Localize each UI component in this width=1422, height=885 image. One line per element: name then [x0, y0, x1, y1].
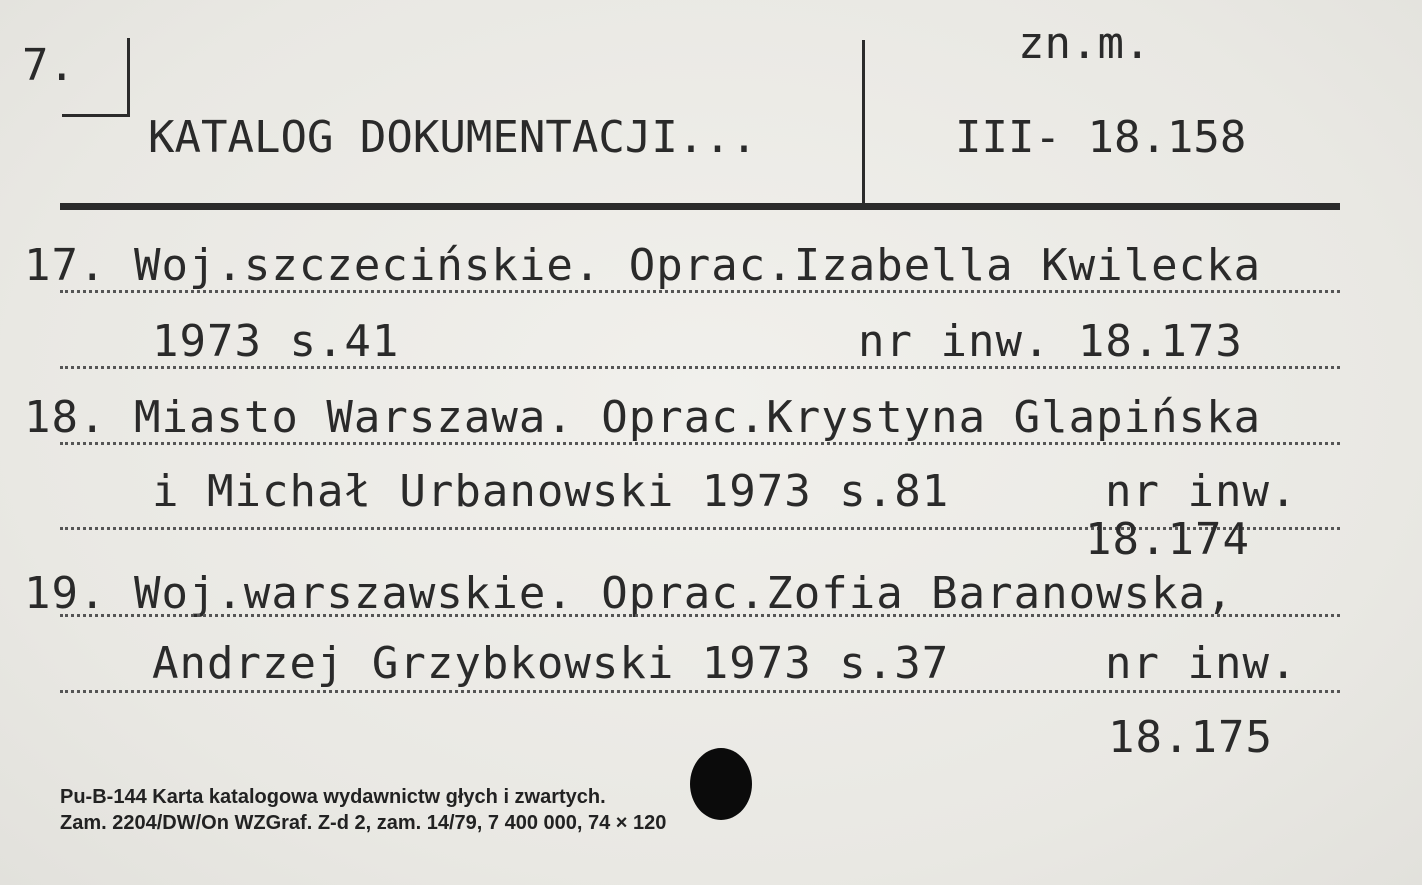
entry-17-inventory: nr inw. 18.173 [858, 316, 1243, 367]
dotted-rule [60, 290, 1340, 293]
footer-line1: Pu-B-144 Karta katalogowa wydawnictw głych i zwartych. [60, 786, 606, 808]
header-rule [60, 203, 1340, 210]
dotted-rule [60, 442, 1340, 445]
entry-18-line2: i Michał Urbanowski 1973 s.81 [152, 466, 950, 517]
sign-label: zn.m. [1018, 18, 1151, 69]
corner-mark-horizontal [62, 114, 130, 117]
entry-19-line1: 19. Woj.warszawskie. Oprac.Zofia Baranowska, [24, 568, 1234, 619]
entry-17-line2: 1973 s.41 [152, 316, 400, 367]
entry-17-line1: 17. Woj.szczecińskie. Oprac.Izabella Kwilecka [24, 240, 1262, 291]
catalog-title: KATALOG DOKUMENTACJI... [148, 112, 758, 163]
header-divider [862, 40, 865, 205]
entry-18-line1: 18. Miasto Warszawa. Oprac.Krystyna Glapińska [24, 392, 1262, 443]
entry-18-inventory-number: 18.174 [1085, 514, 1250, 565]
footer-line2: Zam. 2204/DW/On WZGraf. Z-d 2, zam. 14/79, 7 400 000, 74 × 120 [60, 812, 667, 834]
entry-19-inventory: nr inw. [1105, 638, 1298, 689]
dotted-rule [60, 614, 1340, 617]
entry-18-inventory: nr inw. [1105, 466, 1298, 517]
dotted-rule [60, 366, 1340, 369]
dotted-rule [60, 690, 1340, 693]
corner-mark-vertical [127, 38, 130, 116]
shelf-signature: III- 18.158 [955, 112, 1247, 163]
entry-19-line2: Andrzej Grzybkowski 1973 s.37 [152, 638, 950, 689]
punch-hole [690, 748, 752, 820]
entry-19-inventory-number: 18.175 [1108, 712, 1273, 763]
drawer-number: 7. [22, 40, 75, 91]
